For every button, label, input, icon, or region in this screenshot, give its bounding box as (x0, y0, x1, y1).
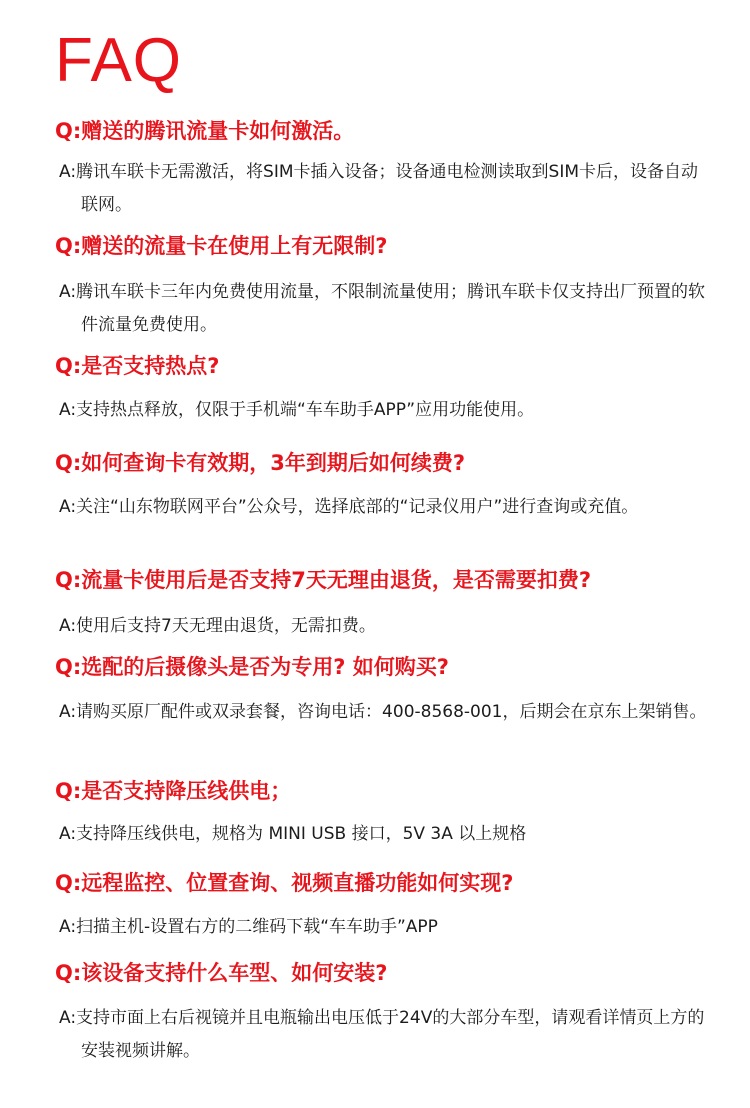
faq-question-8: Q:远程监控、位置查询、视频直播功能如何实现? (55, 871, 514, 895)
faq-answer-8: A:扫描主机-设置右方的二维码下载“车车助手”APP (59, 917, 438, 937)
faq-question-7: Q:是否支持降压线供电； (55, 779, 292, 803)
faq-question-3: Q:是否支持热点? (55, 354, 220, 378)
faq-question-9: Q:该设备支持什么车型、如何安装? (55, 961, 388, 985)
faq-answer-5: A:使用后支持7天无理由退货，无需扣费。 (59, 616, 376, 636)
faq-answer-6: A:请购买原厂配件或双录套餐，咨询电话：400-8568-001，后期会在京东上架销售。 (59, 702, 707, 722)
faq-answer-2: A:腾讯车联卡三年内免费使用流量，不限制流量使用；腾讯车联卡仅支持出厂预置的软件流量免费使用。 (59, 282, 706, 335)
faq-question-2: Q:赠送的流量卡在使用上有无限制? (55, 234, 388, 258)
faq-question-1: Q:赠送的腾讯流量卡如何激活。 (55, 119, 355, 143)
page-title: FAQ (55, 26, 183, 95)
faq-question-5: Q:流量卡使用后是否支持7天无理由退货，是否需要扣费? (55, 568, 592, 592)
faq-answer-4: A:关注“山东物联网平台”公众号，选择底部的“记录仪用户”进行查询或充值。 (59, 497, 639, 517)
faq-question-4: Q:如何查询卡有效期，3年到期后如何续费? (55, 451, 466, 475)
faq-question-6: Q:选配的后摄像头是否为专用? 如何购买? (55, 655, 449, 679)
faq-answer-3: A:支持热点释放，仅限于手机端“车车助手APP”应用功能使用。 (59, 400, 535, 420)
faq-answer-7: A:支持降压线供电，规格为 MINI USB 接口，5V 3A 以上规格 (59, 824, 527, 844)
faq-answer-9: A:支持市面上右后视镜并且电瓶输出电压低于24V的大部分车型，请观看详情页上方的安装视频讲解。 (59, 1008, 705, 1061)
faq-answer-1: A:腾讯车联卡无需激活，将SIM卡插入设备；设备通电检测读取到SIM卡后，设备自动联网。 (59, 162, 699, 215)
